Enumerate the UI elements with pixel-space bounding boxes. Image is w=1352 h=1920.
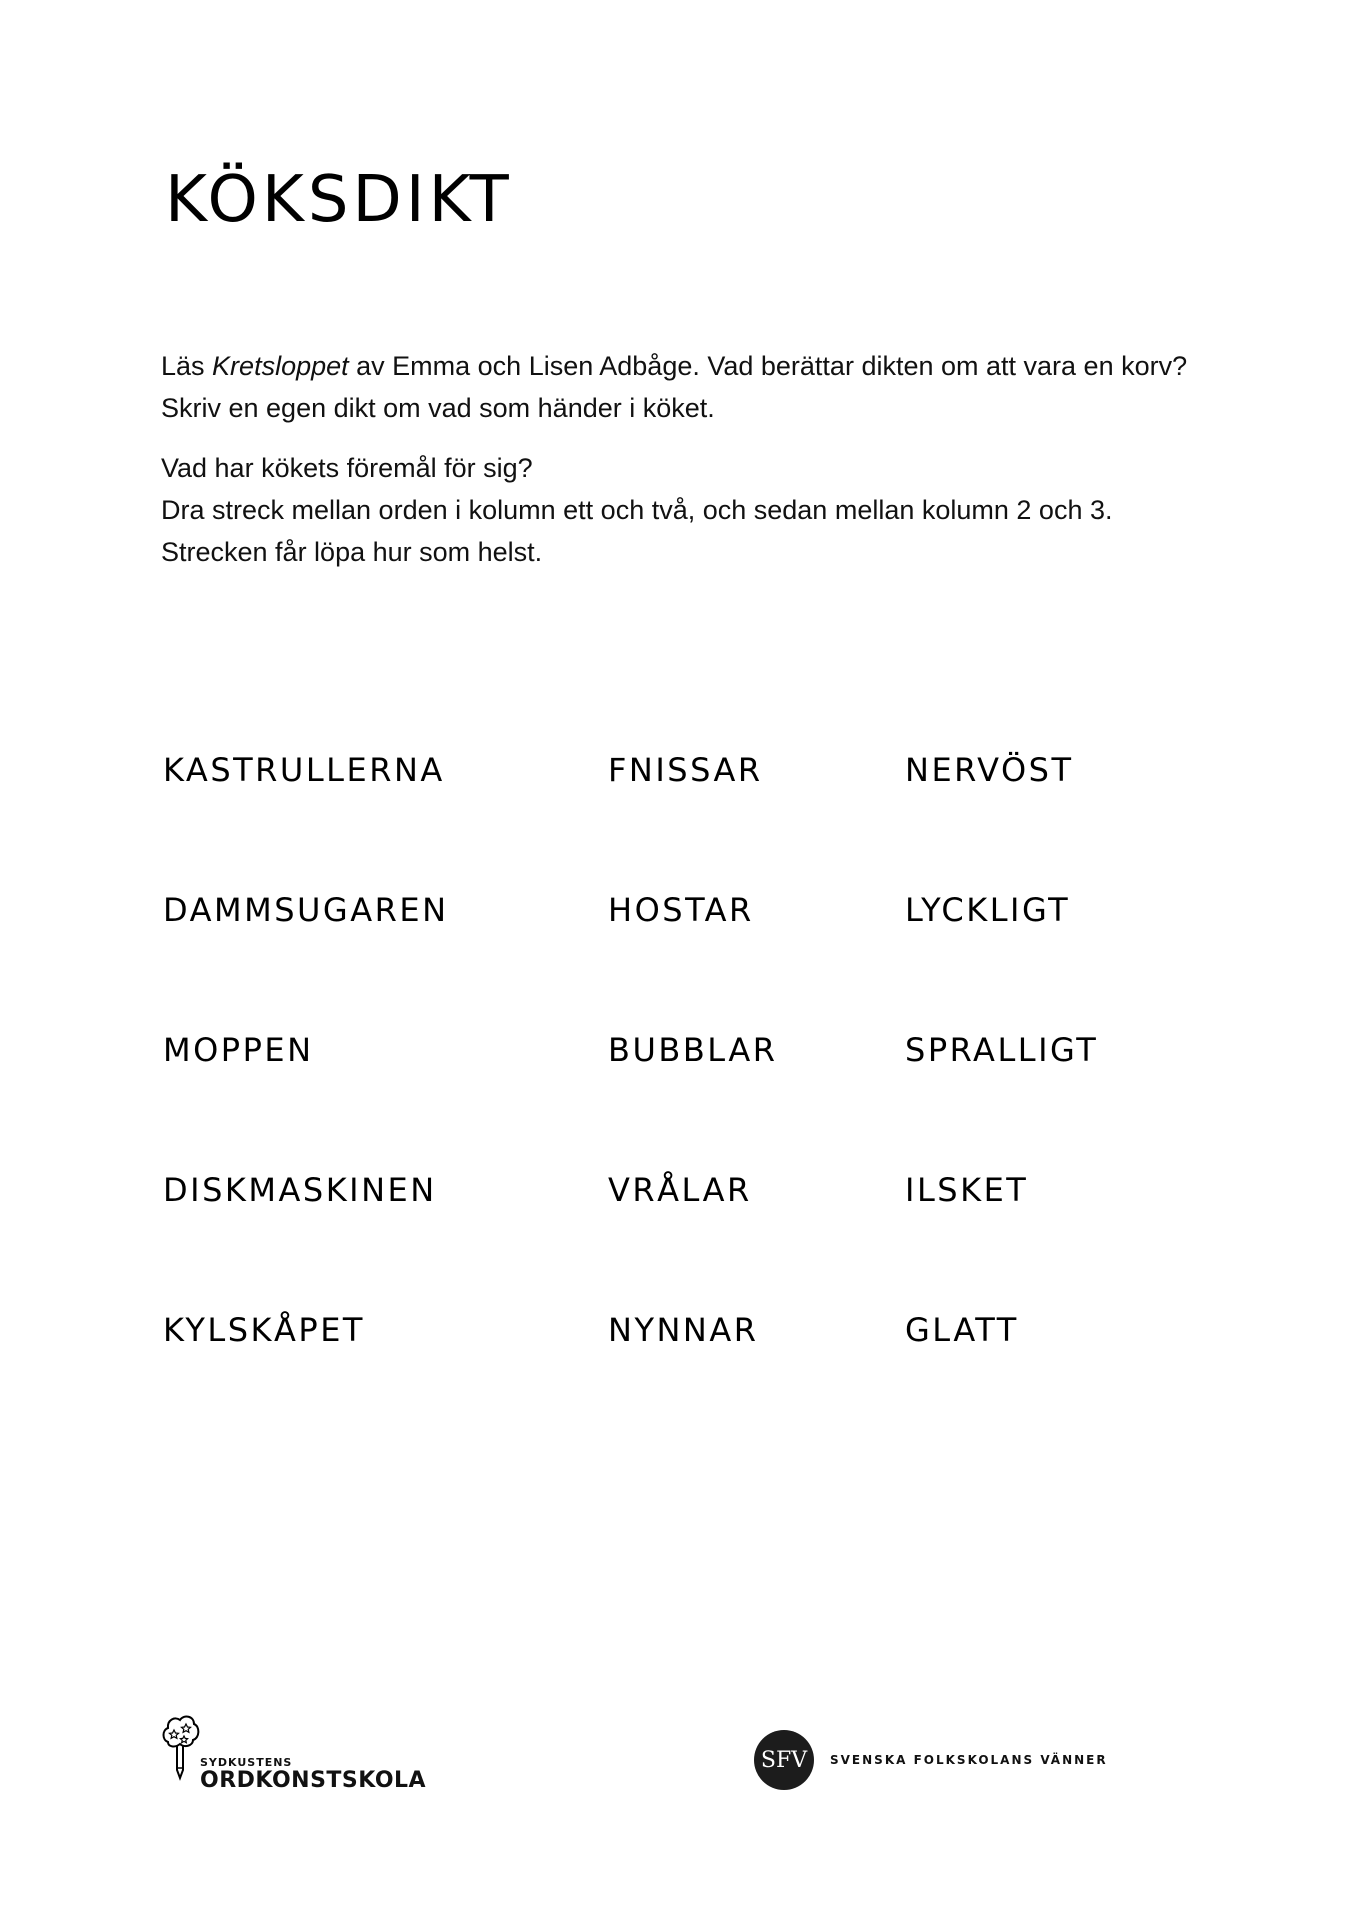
logo-big-text: ORDKONSTSKOLA — [200, 1768, 427, 1793]
instructions-paragraph-2 — [161, 447, 1251, 573]
instruction-question: Vad har kökets föremål för sig? — [161, 453, 533, 483]
word-adverb: SPRALLIGT — [905, 1031, 1099, 1069]
intro-text-cont: av Emma och Lisen Adbåge. Vad berättar dikten om att vara en korv? Skriv en egen dikt om vad som händer i köket. — [161, 351, 1188, 423]
instructions-paragraph-1 — [161, 345, 1251, 429]
instruction-task: Dra streck mellan orden i kolumn ett och två, och sedan mellan kolumn 2 och 3. — [161, 495, 1113, 525]
ordkonstskola-logo — [160, 1712, 427, 1793]
word-adverb: NERVÖST — [905, 751, 1074, 789]
page-title: KÖKSDIKT — [165, 163, 513, 237]
word-verb: NYNNAR — [608, 1311, 759, 1349]
tree-stars-icon — [160, 1712, 200, 1792]
logo-small-text: SYDKUSTENS — [200, 1756, 293, 1769]
instruction-note: Strecken får löpa hur som helst. — [161, 537, 543, 567]
word-verb: BUBBLAR — [608, 1031, 778, 1069]
intro-text: Läs — [161, 351, 213, 381]
sfv-seal: SFV — [754, 1730, 814, 1790]
word-subject: MOPPEN — [163, 1031, 314, 1069]
word-adverb: LYCKLIGT — [905, 891, 1071, 929]
word-verb: VRÅLAR — [608, 1171, 752, 1209]
sfv-logo — [754, 1730, 1108, 1790]
word-adverb: ILSKET — [905, 1171, 1029, 1209]
word-verb: HOSTAR — [608, 891, 754, 929]
word-adverb: GLATT — [905, 1311, 1019, 1349]
sfv-logo-text: SVENSKA FOLKSKOLANS VÄNNER — [830, 1753, 1108, 1767]
word-subject: KASTRULLERNA — [163, 751, 445, 789]
book-title: Kretsloppet — [212, 351, 349, 381]
word-subject: DAMMSUGAREN — [163, 891, 449, 929]
word-subject: KYLSKÅPET — [163, 1311, 365, 1349]
word-subject: DISKMASKINEN — [163, 1171, 437, 1209]
word-verb: FNISSAR — [608, 751, 763, 789]
instructions — [161, 345, 1251, 573]
